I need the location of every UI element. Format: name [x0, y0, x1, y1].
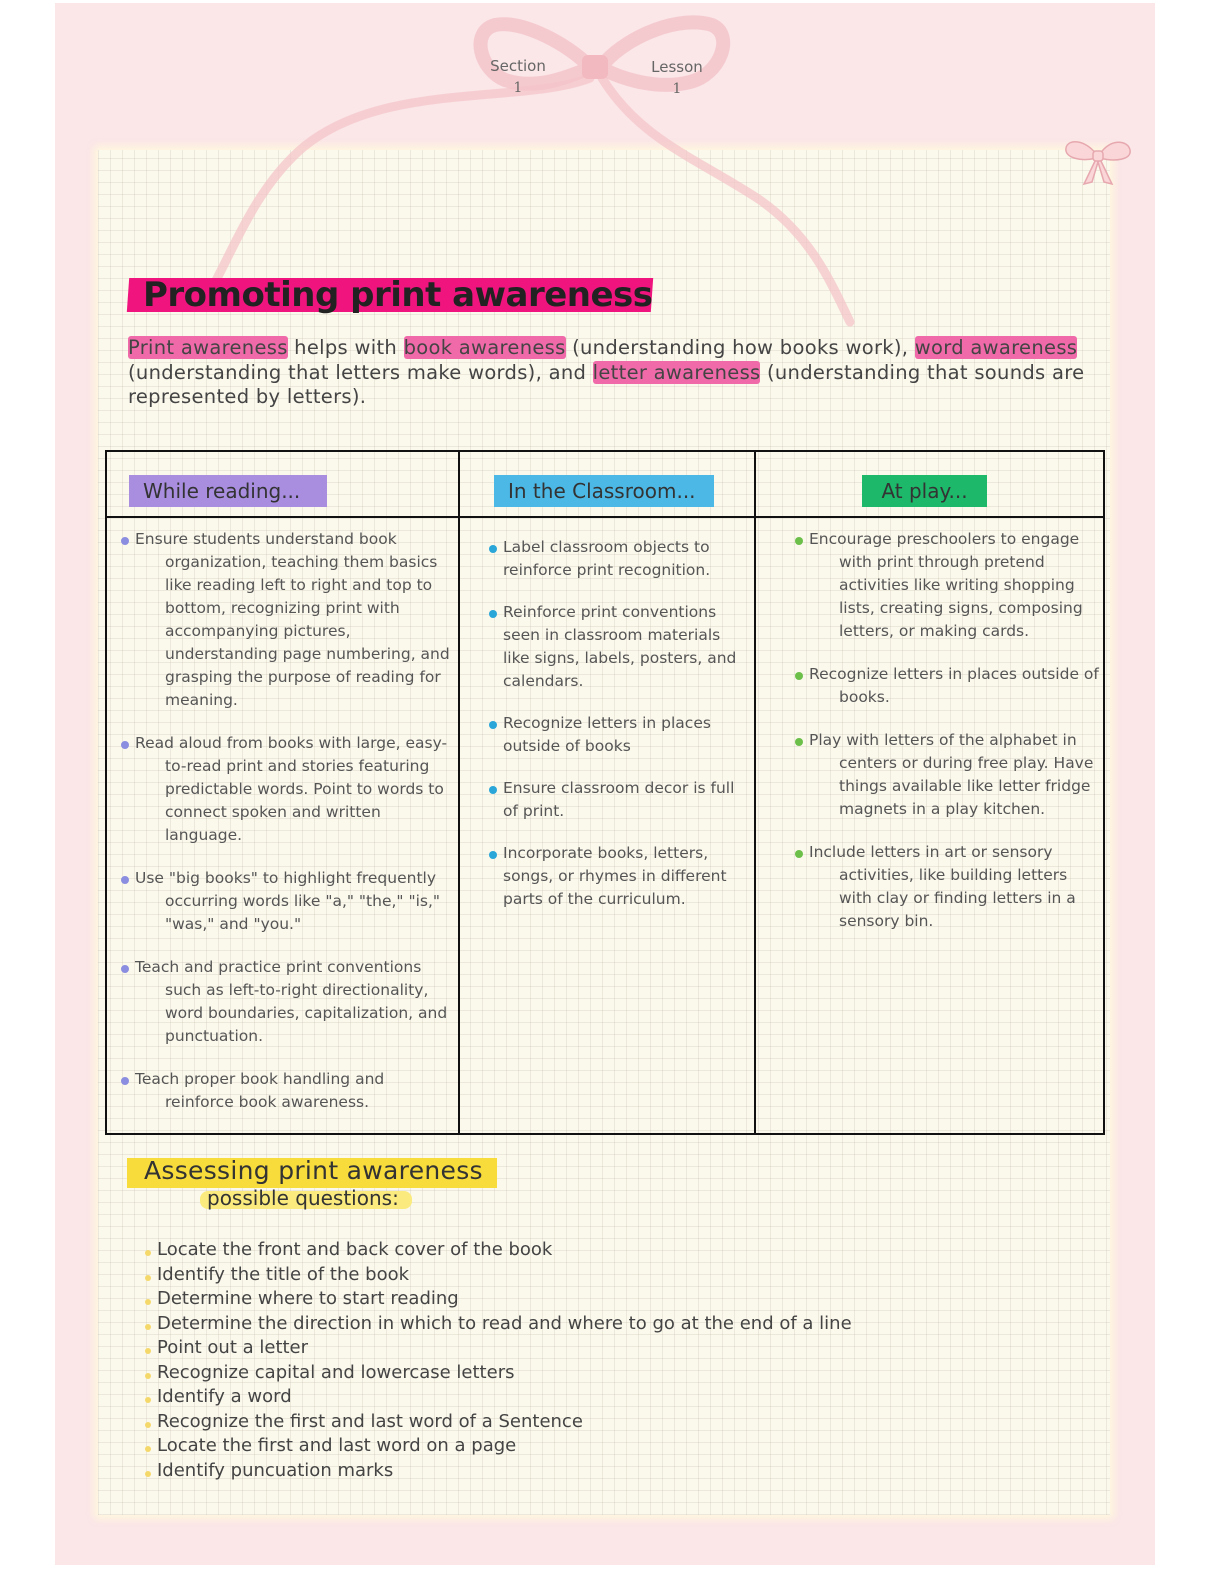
section-label-text: Section	[490, 57, 546, 75]
bullet-dot	[145, 1275, 151, 1281]
list-item	[503, 601, 739, 693]
intro-text: (understanding that letters make words), and	[128, 360, 593, 384]
column-divider	[458, 452, 460, 1133]
bullet-dot	[489, 610, 497, 618]
list-item	[135, 1068, 453, 1114]
question-text: Identify the title of the book	[157, 1263, 410, 1285]
question-item	[157, 1238, 852, 1263]
bullet-dot	[145, 1446, 151, 1452]
question-item	[157, 1385, 852, 1410]
intro-paragraph	[128, 336, 1103, 410]
list-item	[503, 842, 739, 911]
small-bow-decoration	[1062, 132, 1134, 190]
question-text: Identify a word	[157, 1386, 292, 1407]
list-item	[809, 528, 1099, 643]
bullet-dot	[145, 1373, 151, 1379]
term-letter-awareness: letter awareness	[592, 360, 761, 384]
list-item	[135, 732, 453, 847]
question-item	[157, 1312, 852, 1337]
column-divider	[754, 452, 756, 1133]
strategies-table	[105, 450, 1105, 1135]
question-item	[157, 1263, 852, 1288]
bullet-dot	[121, 965, 129, 973]
lesson-number: 1	[672, 81, 682, 97]
question-item	[157, 1336, 852, 1361]
heading-while-reading: While reading...	[129, 475, 327, 507]
question-item	[157, 1410, 852, 1435]
column-while-reading	[135, 528, 453, 1134]
list-item-text: Reinforce print conventions seen in classroom materials like signs, labels, posters, and calendars.	[503, 603, 737, 690]
header-divider	[107, 516, 1103, 518]
bullet-dot	[121, 876, 129, 884]
section-number: 1	[513, 80, 523, 96]
term-word-awareness: word awareness	[914, 336, 1078, 359]
term-book-awareness: book awareness	[403, 336, 566, 359]
bullet-dot	[795, 738, 803, 746]
question-text: Determine where to start reading	[157, 1288, 459, 1309]
bullet-dot	[489, 786, 497, 794]
term-print-awareness: Print awareness	[128, 336, 288, 359]
list-item	[503, 777, 739, 823]
heading-at-play: At play...	[862, 475, 987, 507]
list-item-text: Recognize letters in places outside of books	[503, 714, 711, 755]
list-item	[809, 841, 1099, 933]
list-item-text: Label classroom objects to reinforce print recognition.	[503, 538, 711, 579]
bullet-dot	[145, 1471, 151, 1477]
list-item	[503, 712, 739, 758]
lesson-label	[645, 56, 709, 100]
list-item-text: Incorporate books, letters, songs, or rhymes in different parts of the curriculum.	[503, 844, 727, 908]
bullet-dot	[795, 537, 803, 545]
lesson-label-text: Lesson	[651, 58, 703, 76]
question-item	[157, 1434, 852, 1459]
question-text: Point out a letter	[157, 1337, 309, 1358]
bullet-dot	[795, 850, 803, 858]
bullet-dot	[121, 741, 129, 749]
question-item	[157, 1361, 852, 1386]
bullet-dot	[145, 1397, 151, 1403]
list-item-text: Play with letters of the alphabet in centers or during free play. Have things available like letter fridge magnets in a play kitchen.	[809, 731, 1094, 818]
bullet-dot	[145, 1348, 151, 1354]
bullet-dot	[121, 1077, 129, 1085]
bullet-dot	[795, 672, 803, 680]
list-item	[809, 729, 1099, 821]
list-item-text: Recognize letters in places outside of books.	[809, 665, 1099, 706]
list-item	[503, 536, 739, 582]
list-item-text: Teach and practice print conventions such as left-to-right directionality, word boundaries, capitalization, and punctuation.	[135, 958, 448, 1045]
list-item-text: Read aloud from books with large, easy-to-read print and stories featuring predictable words. Point to words to connect spoken and written language.	[135, 734, 448, 844]
column-in-the-classroom	[503, 536, 739, 930]
question-text: Determine the direction in which to read and where to go at the end of a line	[157, 1312, 852, 1334]
question-item	[157, 1459, 852, 1484]
bullet-dot	[121, 537, 129, 545]
column-at-play	[809, 528, 1099, 953]
heading-in-the-classroom: In the Classroom...	[494, 475, 714, 507]
list-item	[135, 528, 453, 712]
question-text: Identify puncuation marks	[157, 1459, 394, 1481]
question-list	[157, 1238, 852, 1483]
question-item	[157, 1287, 852, 1312]
list-item-text: Teach proper book handling and reinforce book awareness.	[135, 1070, 385, 1111]
question-text: Recognize capital and lowercase letters	[157, 1361, 515, 1383]
intro-text: helps with	[287, 336, 404, 359]
list-item-text: Use "big books" to highlight frequently occurring words like "a," "the," "is," "was," and "you."	[135, 869, 441, 933]
list-item-text: Ensure classroom decor is full of print.	[503, 779, 735, 820]
question-text: Recognize the first and last word of a Sentence	[157, 1410, 583, 1432]
list-item	[135, 956, 453, 1048]
intro-text: (understanding how books work),	[565, 336, 915, 359]
section-label	[486, 55, 550, 99]
question-text: Locate the front and back cover of the book	[157, 1239, 553, 1260]
assessment-subtitle: possible questions:	[207, 1186, 399, 1210]
bullet-dot	[145, 1324, 151, 1330]
bullet-dot	[489, 721, 497, 729]
intro-text: (understanding that sounds are represented by letters).	[128, 360, 1085, 408]
list-item-text: Ensure students understand book organization, teaching them basics like reading left to right and top to bottom, recognizing print with accompanying pictures, understanding page numbering, and grasping the purpose of reading for meaning.	[135, 530, 450, 709]
page-title: Promoting print awareness	[143, 275, 653, 315]
list-item-text: Include letters in art or sensory activities, like building letters with clay or finding letters in a sensory bin.	[809, 843, 1076, 930]
question-text: Locate the first and last word on a page	[157, 1435, 517, 1456]
bullet-dot	[489, 851, 497, 859]
list-item	[809, 663, 1099, 709]
bullet-dot	[145, 1250, 151, 1256]
bullet-dot	[489, 545, 497, 553]
list-item	[135, 867, 453, 936]
list-item-text: Encourage preschoolers to engage with print through pretend activities like writing shopping lists, creating signs, composing letters, or making cards.	[809, 530, 1083, 640]
bullet-dot	[145, 1299, 151, 1305]
bullet-dot	[145, 1422, 151, 1428]
assessment-title: Assessing print awareness	[144, 1156, 483, 1185]
